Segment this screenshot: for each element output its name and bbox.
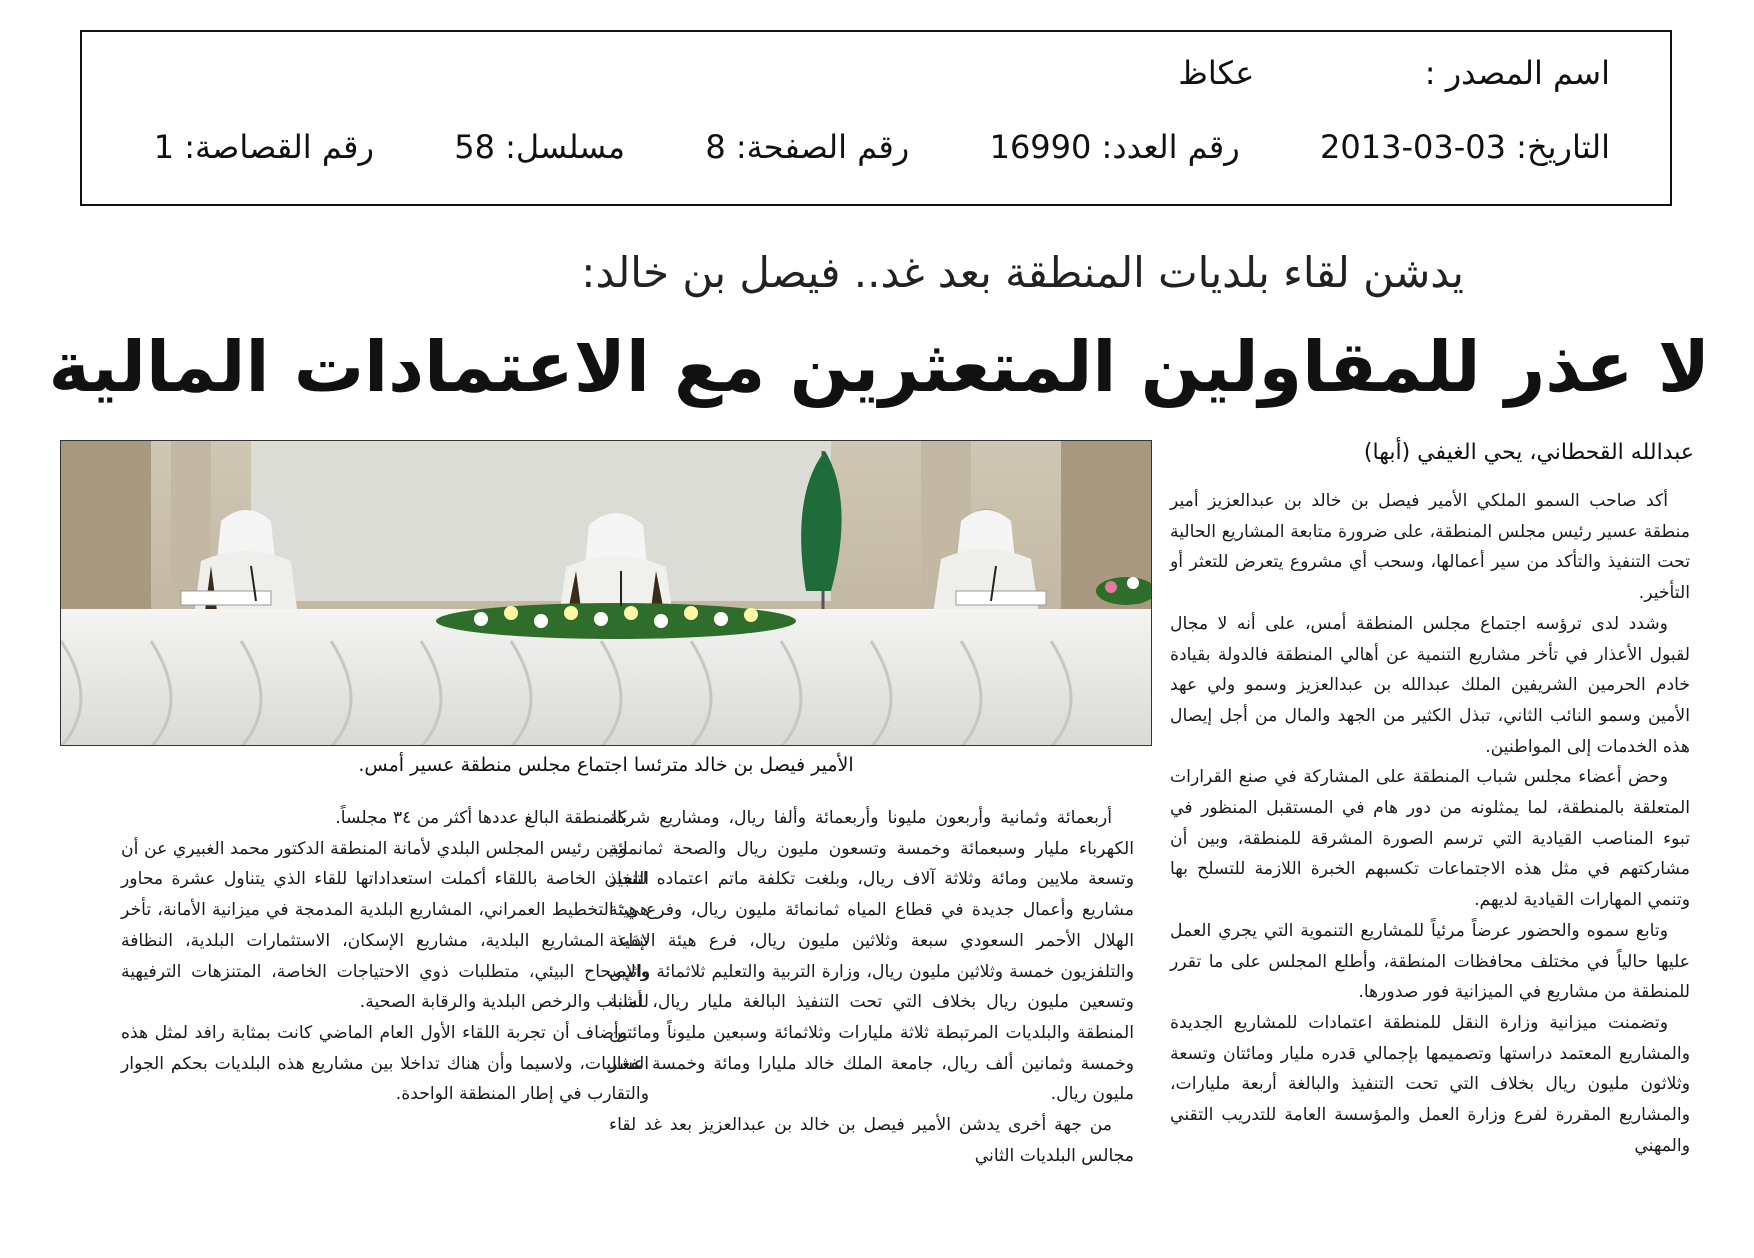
- paragraph: من جهة أخرى يدشن الأمير فيصل بن خالد بن عبدالعزيز بعد غد لقاء مجالس البلديات الثاني: [609, 1115, 1134, 1166]
- clipping-meta-box: [80, 30, 1672, 206]
- article-column-1: [1170, 486, 1690, 1161]
- paragraph: وتابع سموه والحضور عرضاً مرئياً للمشاريع التنموية التي يجري العمل عليها حالياً في مختلف محافظات المنطقة، وأطلع المجلس على ما تقرر للمنطقة من مشاريع في الميزانية فور صدورها.: [1170, 920, 1690, 1003]
- source-label: اسم المصدر :: [1424, 54, 1610, 92]
- meeting-photo-illustration: [61, 441, 1152, 746]
- page-field: رقم الصفحة: 8: [705, 128, 910, 166]
- backdrop-banner: [251, 441, 831, 601]
- source-value: عكاظ: [1178, 54, 1255, 92]
- date-field: التاريخ: 03-03-2013: [1320, 128, 1610, 166]
- paragraph: وأضاف أن تجربة اللقاء الأول العام الماضي كانت بمثابة رافد لمثل هذه الفعاليات، ولاسيما وأن هناك تداخلا بين مشاريع هذه البلديات بحكم الجوار والتقارب في إطار المنطقة الواحدة.: [121, 1022, 649, 1105]
- paragraph: وحض أعضاء مجلس شباب المنطقة على المشاركة في صنع القرارات المتعلقة بالمنطقة، لما يمثلونه من دور هام في المستقبل المنظور في تبوء المناصب القيادية التي ترسم الصورة المشرقة للمنطقة، وبين أن مشاركتهم في مثل هذه الاجتماعات تكسبهم الخبرة اللازمة للتسلح بها وتنمي المهارات القيادية لديهم.: [1170, 767, 1690, 911]
- paragraph: وشدد لدى ترؤسه اجتماع مجلس المنطقة أمس، على أنه لا مجال لقبول الأعذار في تأخر مشاريع التنمية عن أهالي المنطقة فالدولة بقيادة خادم الحرمين الشريفين الملك عبدالله بن عبدالعزيز وسمو ولي عهد الأمين وسمو النائب الثاني، تبذل الكثير من الجهد والمال من أجل إيصال هذه الخدمات إلى المواطنين.: [1170, 613, 1690, 757]
- article-column-2: [609, 803, 1134, 1171]
- paragraph: أكد صاحب السمو الملكي الأمير فيصل بن خالد بن عبدالعزيز أمير منطقة عسير رئيس مجلس المنطقة، على ضرورة متابعة المشاريع الحالية تحت التنفيذ والتأكد من سير أعمالها، وسحب أي مشروع يتعرض للتعثر أو التأخير.: [1170, 491, 1690, 604]
- details-row: [154, 128, 1610, 166]
- paragraph: أربعمائة وثمانية وأربعون مليونا وأربعمائة وألفا ريال، ومشاريع شركة الكهرباء مليار وسبعمائة وخمسة وتسعون مليون ريال والصحة ثمانمائة وتسعة ملايين ومائة وثلاثة آلاف ريال، وبلغت تكلفة ماتم اعتماده لتنفيذ مشاريع وأعمال جديدة في قطاع المياه ثمانمائة مليون ريال، وفرع هيئة الهلال الأحمر السعودي سبعة وثلاثين مليون ريال، فرع هيئة الإذاعة والتلفزيون خمسة وثلاثين مليون ريال، وزارة التربية والتعليم ثلاثمائة واثنين وتسعين مليون ريال بخلاف التي تحت التنفيذ البالغة مليار ريال، أمانة المنطقة والبلديات المرتبطة ثلاثة مليارات وثلاثمائة وسبعين مليوناً ومائتين وخمسة وثمانين ألف ريال، جامعة الملك خالد مليارا ومائة وخمسة عشر مليون ريال.: [609, 808, 1134, 1105]
- paragraph: وتضمنت ميزانية وزارة النقل للمنطقة اعتمادات للمشاريع الجديدة والمشاريع المعتمد دراستها وتصميمها بإجمالي قدره مليار ومائتان وتسعة وثلاثون مليون ريال بخلاف التي تحت التنفيذ والبالغة أربعة مليارات، والمشاريع المقررة لفرع وزارة العمل والمؤسسة العامة للتدريب التقني والمهني: [1170, 1012, 1690, 1156]
- article-column-3: [121, 803, 649, 1110]
- clip-field: رقم القصاصة: 1: [153, 128, 374, 166]
- article-byline: عبدالله القحطاني، يحي الغيفي (أبها): [1363, 440, 1694, 465]
- article-headline: لا عذر للمقاولين المتعثرين مع الاعتمادات المالية: [48, 326, 1710, 408]
- photo-caption: الأمير فيصل بن خالد مترئسا اجتماع مجلس منطقة عسير أمس.: [358, 754, 854, 776]
- issue-field: رقم العدد: 16990: [989, 128, 1240, 166]
- article-subheadline: يدشن لقاء بلديات المنطقة بعد غد.. فيصل بن خالد:: [581, 248, 1464, 297]
- paragraph: بالمنطقة البالغ عددها أكثر من ٣٤ مجلساً.: [335, 808, 627, 828]
- paragraph: وبين رئيس المجلس البلدي لأمانة المنطقة الدكتور محمد الغبيري عن أن اللجان الخاصة باللقاء أكملت استعداداتها للقاء الذي يتناول عشرة محاور هي: التخطيط العمراني، المشاريع البلدية المدمجة في ميزانية الأمانة، تأخر تنفيذ المشاريع البلدية، مشاريع الإسكان، الاستثمارات البلدية، النظافة والإصحاح البيئي، متطلبات ذوي الاحتياجات الخاصة، المتنزهات الترفيهية للشباب والرخص البلدية والرقابة الصحية.: [121, 838, 649, 1013]
- source-row: [1178, 54, 1610, 92]
- serial-field: مسلسل: 58: [454, 128, 625, 166]
- meeting-photo: [60, 440, 1152, 746]
